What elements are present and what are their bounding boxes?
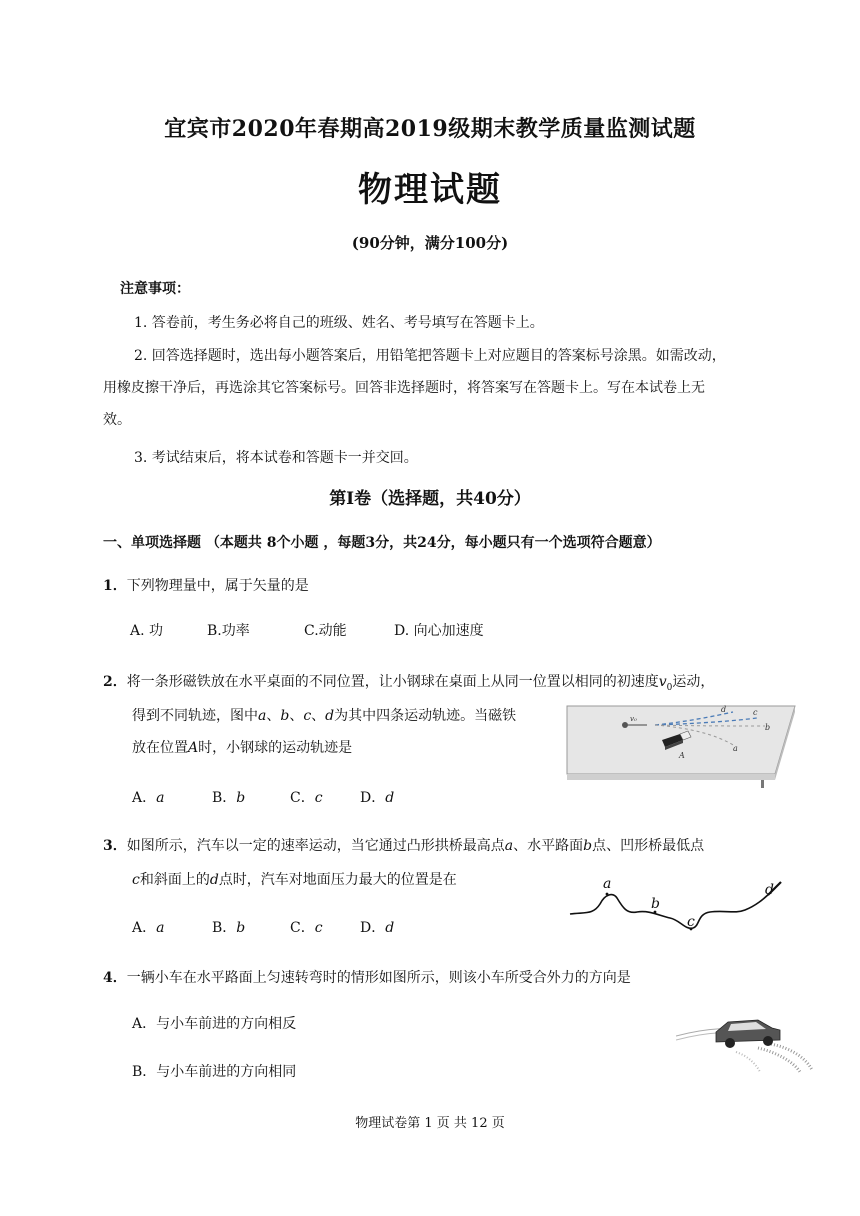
exam-title: 宜宾市2020年春期高2019级期末教学质量监测试题 (164, 116, 696, 142)
svg-text:c: c (687, 914, 695, 930)
q3-number: 3 (103, 838, 113, 854)
question-2-line1: 2．将一条形磁铁放在水平桌面的不同位置，让小钢球在桌面上从同一位置以相同的初速度$v_0$运动， (103, 674, 715, 693)
q1-option-b: B.功率 (207, 623, 250, 639)
q2-table-figure (565, 700, 797, 790)
page-footer: 物理试卷第 1 页 共 12 页 (355, 1116, 505, 1131)
q3-option-d: D．d (360, 920, 395, 936)
svg-text:c: c (753, 708, 758, 717)
question-3-line1: 3．如图所示，汽车以一定的速率运动，当它通过凸形拱桥最高点a、水平路面b点、凹形桥最低点 (103, 838, 705, 854)
svg-text:d: d (721, 705, 727, 714)
note-1: 1. 答卷前，考生务必将自己的班级、姓名、考号填写在答题卡上。 (134, 315, 544, 331)
car-icon (716, 1020, 780, 1048)
q2-option-b: B．b (212, 790, 246, 806)
q4-option-b: B．与小车前进的方向相同 (132, 1064, 297, 1080)
svg-text:b: b (651, 896, 660, 912)
q2-option-d: D．d (360, 790, 395, 806)
note-2-line2: 用橡皮擦干净后，再选涂其它答案标号。回答非选择题时，将答案写在答题卡上。写在本试卷上无 (103, 380, 705, 396)
part1-title: 第I卷（选择题，共40分） (329, 489, 531, 509)
q4-car-figure (676, 1008, 816, 1074)
note-2-line3: 效。 (103, 412, 131, 428)
section1-heading: 一、单项选择题 （本题共 8个小题 ，每题3分，共24分，每小题只有一个选项符合题意） (103, 535, 661, 551)
question-2-line2: 得到不同轨迹，图中a、b、c、d为其中四条运动轨迹。当磁铁 (132, 708, 517, 724)
q1-option-d: D. 向心加速度 (394, 623, 484, 639)
q2-number: 2 (103, 674, 113, 690)
fig2-v0-label: v₀ (630, 715, 637, 723)
notes-heading: 注意事项： (120, 281, 190, 297)
time-score: (90分钟，满分100分) (351, 234, 509, 252)
svg-text:a: a (603, 876, 612, 892)
note-3: 3. 考试结束后，将本试卷和答题卡一并交回。 (134, 450, 418, 466)
question-4: 4．一辆小车在水平路面上匀速转弯时的情形如图所示，则该小车所受合外力的方向是 (103, 970, 631, 986)
q3-option-c: C．c (290, 920, 323, 936)
steel-ball-icon (622, 722, 628, 728)
question-3-line2: c和斜面上的d点时，汽车对地面压力最大的位置是在 (132, 872, 457, 888)
q2-option-a: A．a (132, 790, 165, 806)
q1-option-c: C.动能 (304, 623, 347, 639)
svg-text:a: a (733, 744, 738, 753)
q4-option-a: A．与小车前进的方向相反 (132, 1016, 297, 1032)
question-2-line3: 放在位置A时，小钢球的运动轨迹是 (132, 740, 353, 756)
note-2-line1: 2. 回答选择题时，选出每小题答案后，用铅笔把答题卡上对应题目的答案标号涂黑。如需改动， (134, 348, 726, 364)
fig2-A-label: A (679, 751, 685, 760)
q2-option-c: C．c (290, 790, 323, 806)
q3-option-a: A．a (132, 920, 165, 936)
question-1: 1．下列物理量中，属于矢量的是 (103, 578, 309, 594)
subject-title: 物理试题 (358, 170, 502, 210)
svg-text:d: d (765, 882, 774, 898)
q3-road-figure (565, 872, 785, 938)
q1-number: 1 (103, 578, 113, 594)
q4-number: 4 (103, 970, 113, 986)
q1-option-a: A. 功 (130, 623, 164, 639)
q3-option-b: B．b (212, 920, 246, 936)
q1-stem: 下列物理量中，属于矢量的是 (126, 578, 309, 594)
svg-text:b: b (765, 723, 771, 732)
